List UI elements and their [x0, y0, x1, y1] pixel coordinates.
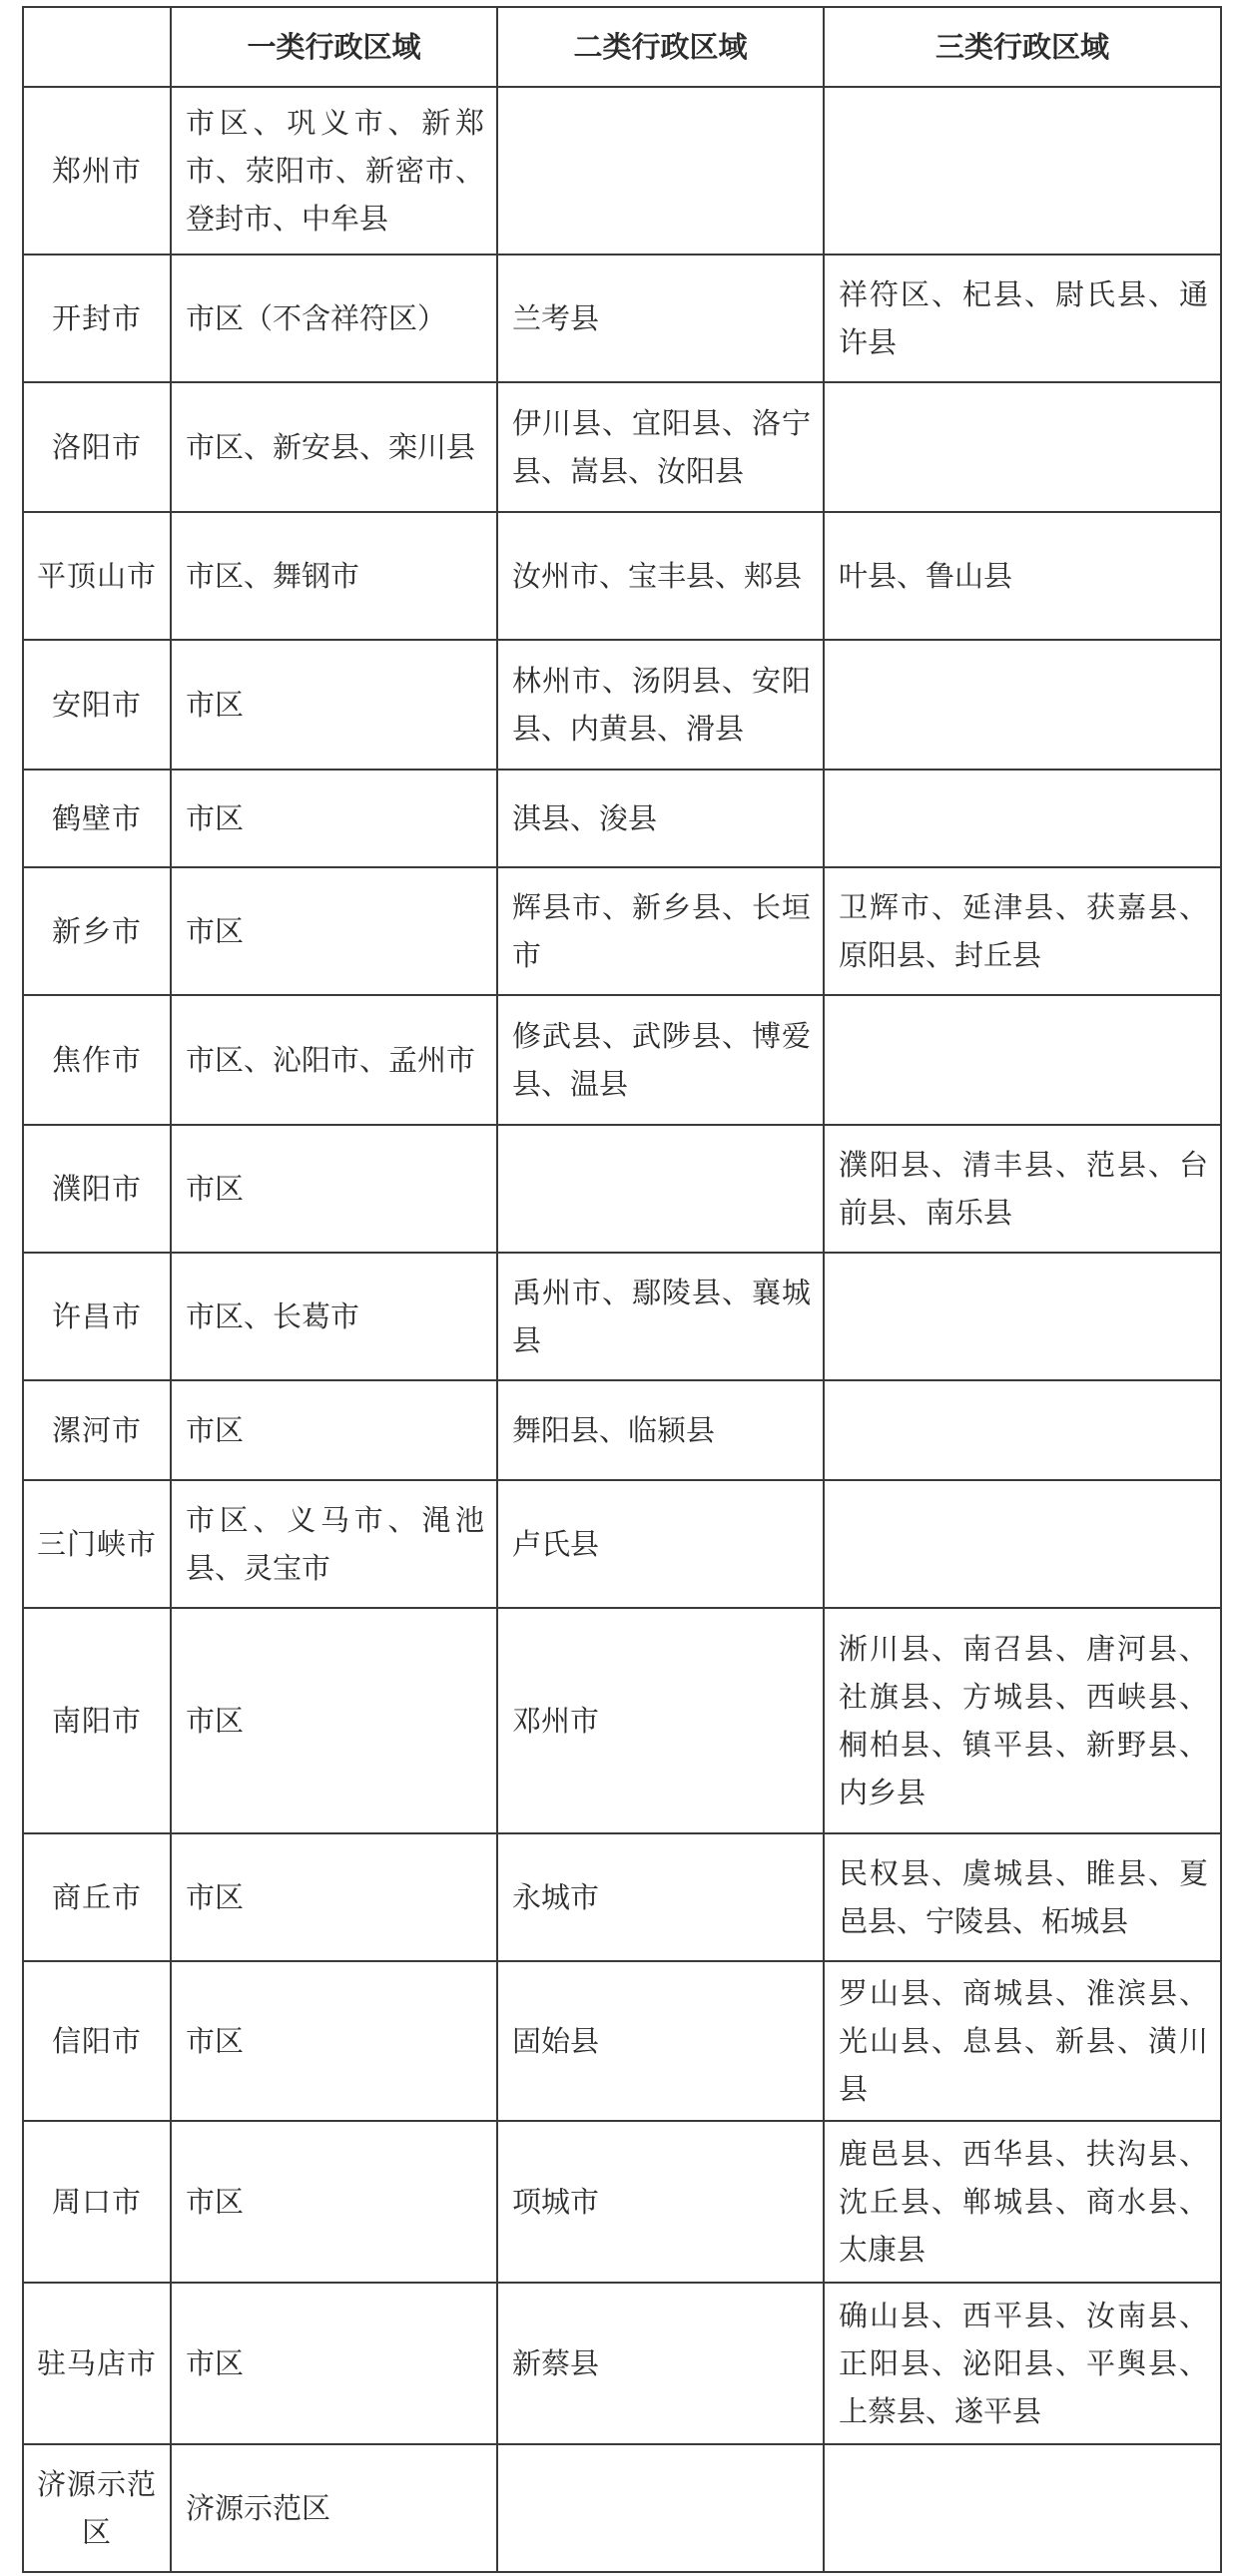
class3-cell: 民权县、虞城县、睢县、夏邑县、宁陵县、柘城县 [824, 1833, 1221, 1961]
class2-cell: 新蔡县 [497, 2283, 824, 2444]
class2-cell: 淇县、浚县 [497, 770, 824, 867]
city-cell: 许昌市 [23, 1253, 171, 1380]
table-row [23, 770, 1221, 867]
class2-cell: 辉县市、新乡县、长垣市 [497, 867, 824, 995]
city-cell: 商丘市 [23, 1833, 171, 1961]
class3-cell: 淅川县、南召县、唐河县、社旗县、方城县、西峡县、桐柏县、镇平县、新野县、内乡县 [824, 1608, 1221, 1833]
city-cell: 鹤壁市 [23, 770, 171, 867]
class2-cell: 汝州市、宝丰县、郏县 [497, 512, 824, 640]
class1-cell: 市区、新安县、栾川县 [171, 382, 497, 512]
table-header-row [23, 7, 1221, 87]
class1-cell: 市区 [171, 2283, 497, 2444]
class3-cell: 祥符区、杞县、尉氏县、通许县 [824, 255, 1221, 382]
class1-cell: 市区 [171, 867, 497, 995]
table-row [23, 1608, 1221, 1833]
region-table-wrapper [22, 6, 1222, 2573]
header-class3: 三类行政区域 [824, 7, 1221, 87]
class2-cell: 修武县、武陟县、博爱县、温县 [497, 995, 824, 1125]
class2-cell [497, 87, 824, 255]
table-row [23, 1380, 1221, 1480]
city-cell: 开封市 [23, 255, 171, 382]
class1-cell: 市区 [171, 1833, 497, 1961]
class3-cell [824, 640, 1221, 770]
class1-cell: 市区（不含祥符区） [171, 255, 497, 382]
class2-cell: 邓州市 [497, 1608, 824, 1833]
header-class2: 二类行政区域 [497, 7, 824, 87]
class1-cell: 市区、义马市、渑池县、灵宝市 [171, 1480, 497, 1608]
table-row [23, 640, 1221, 770]
class3-cell [824, 770, 1221, 867]
class1-cell: 济源示范区 [171, 2444, 497, 2572]
city-cell: 焦作市 [23, 995, 171, 1125]
class2-cell: 项城市 [497, 2121, 824, 2283]
class2-cell: 兰考县 [497, 255, 824, 382]
city-cell: 郑州市 [23, 87, 171, 255]
class2-cell: 林州市、汤阴县、安阳县、内黄县、滑县 [497, 640, 824, 770]
city-cell: 信阳市 [23, 1961, 171, 2121]
table-row [23, 2444, 1221, 2572]
city-cell: 南阳市 [23, 1608, 171, 1833]
city-cell: 濮阳市 [23, 1125, 171, 1253]
city-cell: 洛阳市 [23, 382, 171, 512]
city-cell: 济源示范区 [23, 2444, 171, 2572]
table-row [23, 1253, 1221, 1380]
class2-cell: 永城市 [497, 1833, 824, 1961]
class3-cell [824, 87, 1221, 255]
city-cell: 新乡市 [23, 867, 171, 995]
class2-cell: 禹州市、鄢陵县、襄城县 [497, 1253, 824, 1380]
class2-cell [497, 2444, 824, 2572]
class2-cell [497, 1125, 824, 1253]
class3-cell: 叶县、鲁山县 [824, 512, 1221, 640]
table-row [23, 867, 1221, 995]
class3-cell: 濮阳县、清丰县、范县、台前县、南乐县 [824, 1125, 1221, 1253]
class3-cell: 卫辉市、延津县、获嘉县、原阳县、封丘县 [824, 867, 1221, 995]
class1-cell: 市区 [171, 1380, 497, 1480]
class2-cell: 卢氏县 [497, 1480, 824, 1608]
header-corner [23, 7, 171, 87]
city-cell: 平顶山市 [23, 512, 171, 640]
class3-cell [824, 2444, 1221, 2572]
table-row [23, 512, 1221, 640]
table-row [23, 2283, 1221, 2444]
class3-cell [824, 1253, 1221, 1380]
region-classification-table [22, 6, 1222, 2573]
class3-cell [824, 1480, 1221, 1608]
class3-cell: 罗山县、商城县、淮滨县、光山县、息县、新县、潢川县 [824, 1961, 1221, 2121]
header-class1: 一类行政区域 [171, 7, 497, 87]
class3-cell: 确山县、西平县、汝南县、正阳县、泌阳县、平舆县、上蔡县、遂平县 [824, 2283, 1221, 2444]
city-cell: 漯河市 [23, 1380, 171, 1480]
table-row [23, 382, 1221, 512]
class1-cell: 市区 [171, 640, 497, 770]
class3-cell [824, 995, 1221, 1125]
class2-cell: 舞阳县、临颍县 [497, 1380, 824, 1480]
class1-cell: 市区 [171, 1961, 497, 2121]
class3-cell [824, 382, 1221, 512]
city-cell: 驻马店市 [23, 2283, 171, 2444]
table-row [23, 1480, 1221, 1608]
class1-cell: 市区 [171, 770, 497, 867]
table-row [23, 1833, 1221, 1961]
city-cell: 安阳市 [23, 640, 171, 770]
class1-cell: 市区、长葛市 [171, 1253, 497, 1380]
class1-cell: 市区 [171, 1608, 497, 1833]
class2-cell: 伊川县、宜阳县、洛宁县、嵩县、汝阳县 [497, 382, 824, 512]
city-cell: 周口市 [23, 2121, 171, 2283]
table-row [23, 87, 1221, 255]
table-row [23, 995, 1221, 1125]
class1-cell: 市区、沁阳市、孟州市 [171, 995, 497, 1125]
class1-cell: 市区、巩义市、新郑市、荥阳市、新密市、登封市、中牟县 [171, 87, 497, 255]
class3-cell [824, 1380, 1221, 1480]
table-row [23, 255, 1221, 382]
class2-cell: 固始县 [497, 1961, 824, 2121]
class1-cell: 市区、舞钢市 [171, 512, 497, 640]
class1-cell: 市区 [171, 1125, 497, 1253]
class1-cell: 市区 [171, 2121, 497, 2283]
city-cell: 三门峡市 [23, 1480, 171, 1608]
class3-cell: 鹿邑县、西华县、扶沟县、沈丘县、郸城县、商水县、太康县 [824, 2121, 1221, 2283]
table-row [23, 2121, 1221, 2283]
table-row [23, 1125, 1221, 1253]
table-row [23, 1961, 1221, 2121]
